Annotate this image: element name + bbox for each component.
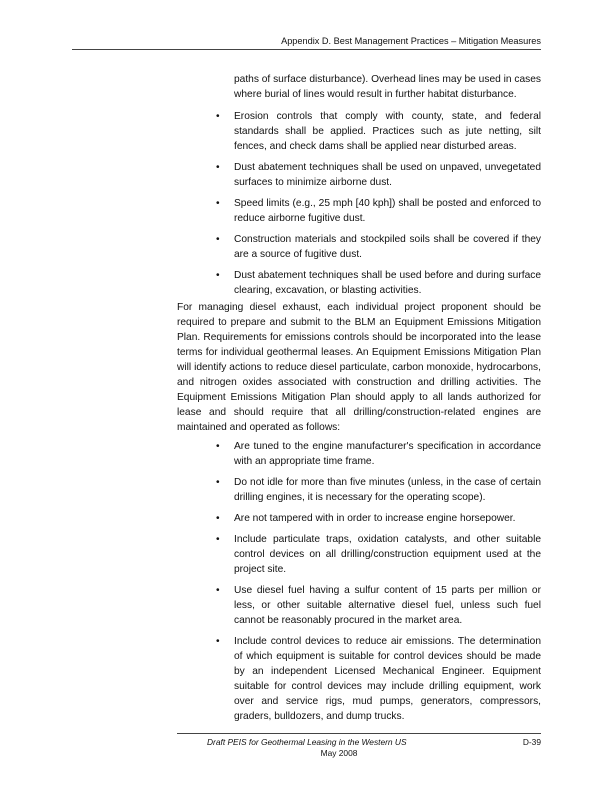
list-item: • Dust abatement techniques shall be used before and during surface clearing, excavation, or blasting activities. (216, 270, 541, 296)
list-item: • Erosion controls that comply with county, state, and federal standards shall be applied. Practices such as jute netting, silt fences, and check dams shall be applied near disturbed areas. (216, 111, 541, 152)
bullet-icon: • (216, 111, 220, 122)
bullet-icon: • (216, 636, 220, 647)
footer-document-title: Draft PEIS for Geothermal Leasing in the Western US (207, 737, 407, 747)
header-title: Appendix D. Best Management Practices – Mitigation Measures (281, 36, 541, 46)
list-item: • Do not idle for more than five minutes (unless, in the case of certain drilling engines, it is necessary for the operating scope). (216, 477, 541, 503)
bullet-icon: • (216, 234, 220, 245)
page-header (72, 36, 541, 50)
list-item: • Dust abatement techniques shall be used on unpaved, unvegetated surfaces to minimize airborne dust. (216, 162, 541, 188)
page-number: D-39 (522, 737, 541, 747)
list-item: • Speed limits (e.g., 25 mph [40 kph]) shall be posted and enforced to reduce airborne fugitive dust. (216, 198, 541, 224)
list-item: • Include particulate traps, oxidation catalysts, and other suitable control devices on all drilling/construction equipment used at the project site. (216, 534, 541, 575)
list-item: • Are tuned to the engine manufacturer's specification in accordance with an appropriate time frame. (216, 441, 541, 467)
bullet-icon: • (216, 198, 220, 209)
bullet-icon: • (216, 270, 220, 281)
bullet-icon: • (216, 585, 220, 596)
page-footer (177, 733, 541, 758)
bullet-list-engine-requirements (216, 439, 541, 730)
list-item: • Include control devices to reduce air emissions. The determination of which equipment is suitable for control devices should be made by an independent Licensed Mechanical Engineer. Equipment suitable for control devices may include drilling equipment, work over and service rigs, mud pumps, generators, compressors, graders, bulldozers, and dump trucks. (216, 636, 541, 722)
list-item: • Use diesel fuel having a sulfur content of 15 parts per million or less, or other suitable alternative diesel fuel, unless such fuel cannot be reasonably procured in the market area. (216, 585, 541, 626)
bullet-icon: • (216, 513, 220, 524)
continuation-text: paths of surface disturbance). Overhead lines may be used in cases where burial of lines would result in further habitat disturbance. (234, 74, 541, 100)
list-item: • Construction materials and stockpiled soils shall be covered if they are a source of fugitive dust. (216, 234, 541, 260)
footer-date: May 2008 (320, 748, 358, 758)
bullet-list-dust-controls (216, 109, 541, 304)
diesel-exhaust-paragraph: For managing diesel exhaust, each individual project proponent should be required to prepare and submit to the BLM an Equipment Emissions Mitigation Plan. Requirements for emissions controls should be incorporated into the lease terms for individual geothermal leases. An Equipment Emissions Mitigation Plan will identify actions to reduce diesel particulate, carbon monoxide, hydrocarbons, and nitrogen oxides associated with construction and drilling activities. The Equipment Emissions Mitigation Plan should apply to all lands authorized for lease and should require that all drilling/construction-related engines are maintained and operated as follows: (177, 302, 541, 433)
list-item: • Are not tampered with in order to increase engine horsepower. (216, 513, 516, 524)
bullet-icon: • (216, 534, 220, 545)
bullet-icon: • (216, 162, 220, 173)
bullet-icon: • (216, 477, 220, 488)
bullet-icon: • (216, 441, 220, 452)
